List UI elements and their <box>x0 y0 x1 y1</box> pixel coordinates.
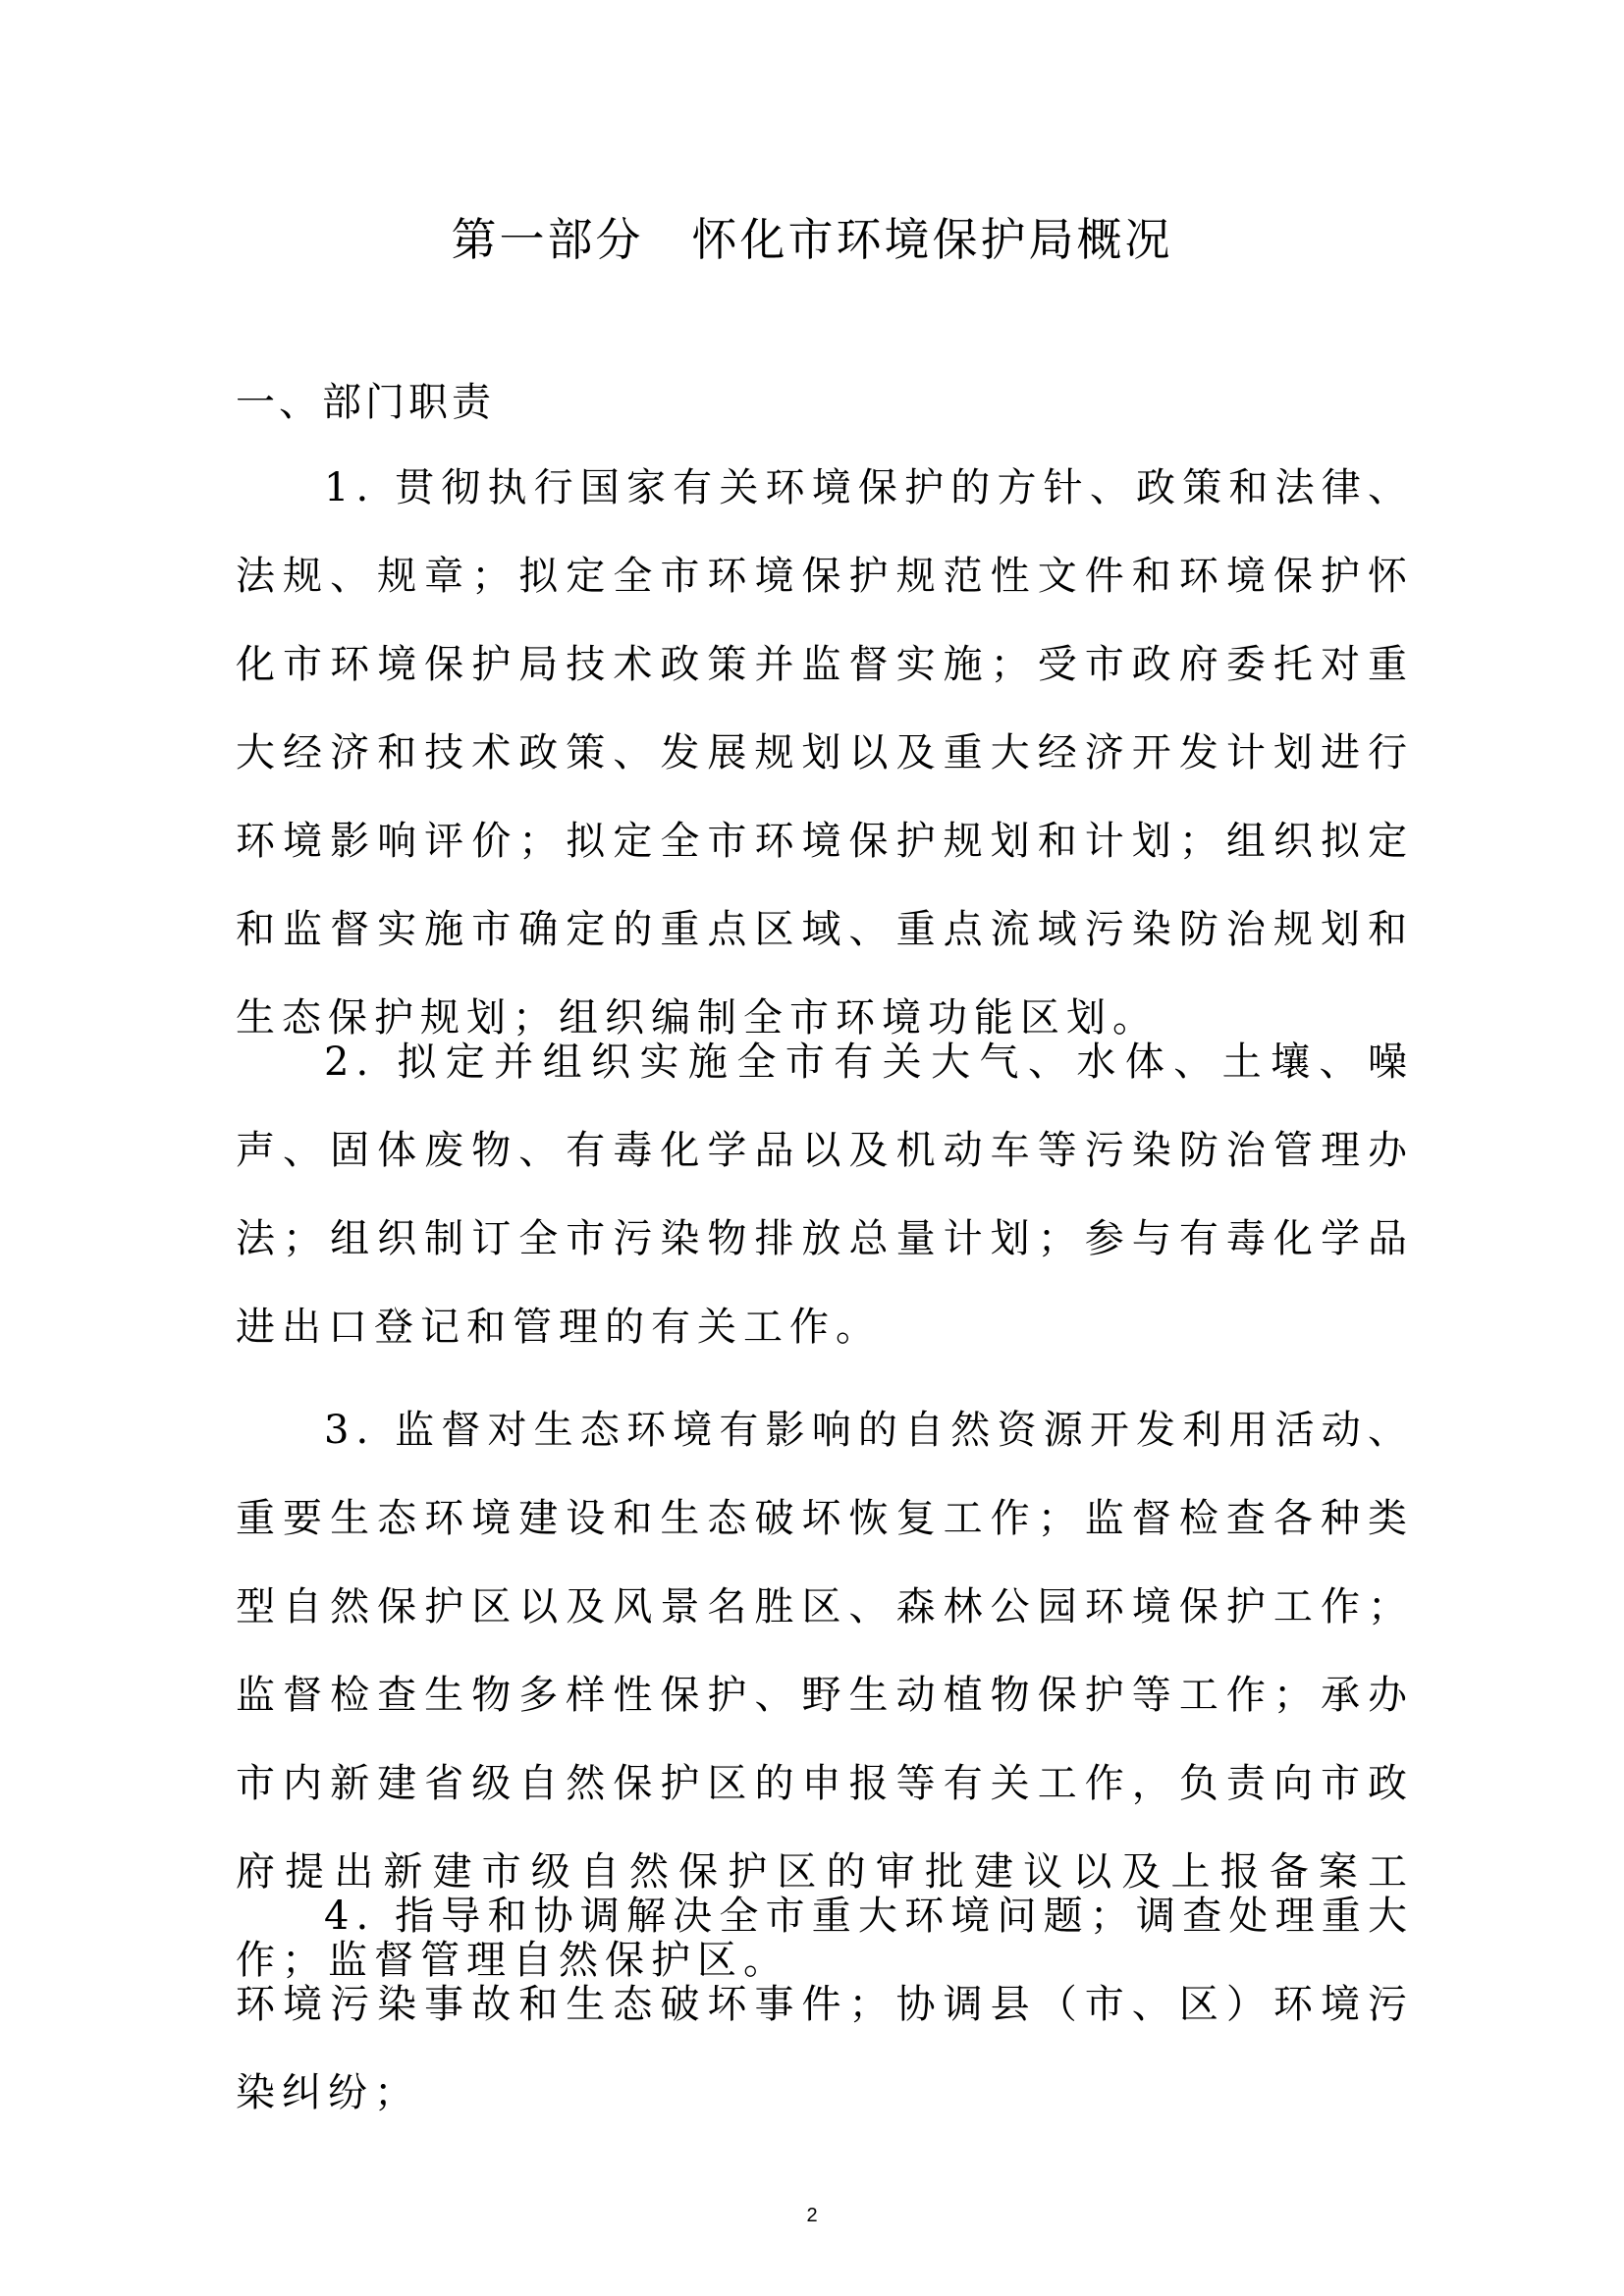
paragraph-duty-3: 3. 监督对生态环境有影响的自然资源开发利用活动、重要生态环境建设和生态破坏恢复工作；监督检查各种类型自然保护区以及风景名胜区、森林公园环境保护工作；监督检查生物多样性保护、野生动植物保护等工作；承办市内新建省级自然保护区的申报等有关工作，负责向市政府提出新建市级自然保护区的审批建议以及上报备案工作；监督管理自然保护区。 <box>236 1408 1414 1983</box>
page-title: 第一部分 怀化市环境保护局概况 <box>451 213 1173 266</box>
paragraph-duty-1: 1. 贯彻执行国家有关环境保护的方针、政策和法律、法规、规章；拟定全市环境保护规范性文件和环境保护怀化市环境保护局技术政策并监督实施；受市政府委托对重大经济和技术政策、发展规划以及重大经济开发计划进行环境影响评价；拟定全市环境保护规划和计划；组织拟定和监督实施市确定的重点区域、重点流域污染防治规划和生态保护规划；组织编制全市环境功能区划。 <box>236 465 1414 1041</box>
paragraph-duty-4: 4. 指导和协调解决全市重大环境问题；调查处理重大环境污染事故和生态破坏事件；协调县（市、区）环境污染纠纷； <box>236 1894 1414 2115</box>
paragraph-duty-2: 2. 拟定并组织实施全市有关大气、水体、土壤、噪声、固体废物、有毒化学品以及机动车等污染防治管理办法；组织制订全市污染物排放总量计划；参与有毒化学品进出口登记和管理的有关工作。 <box>236 1040 1414 1350</box>
page-number: 2 <box>806 2205 818 2226</box>
section-heading-department-duties: 一、部门职责 <box>236 380 495 425</box>
